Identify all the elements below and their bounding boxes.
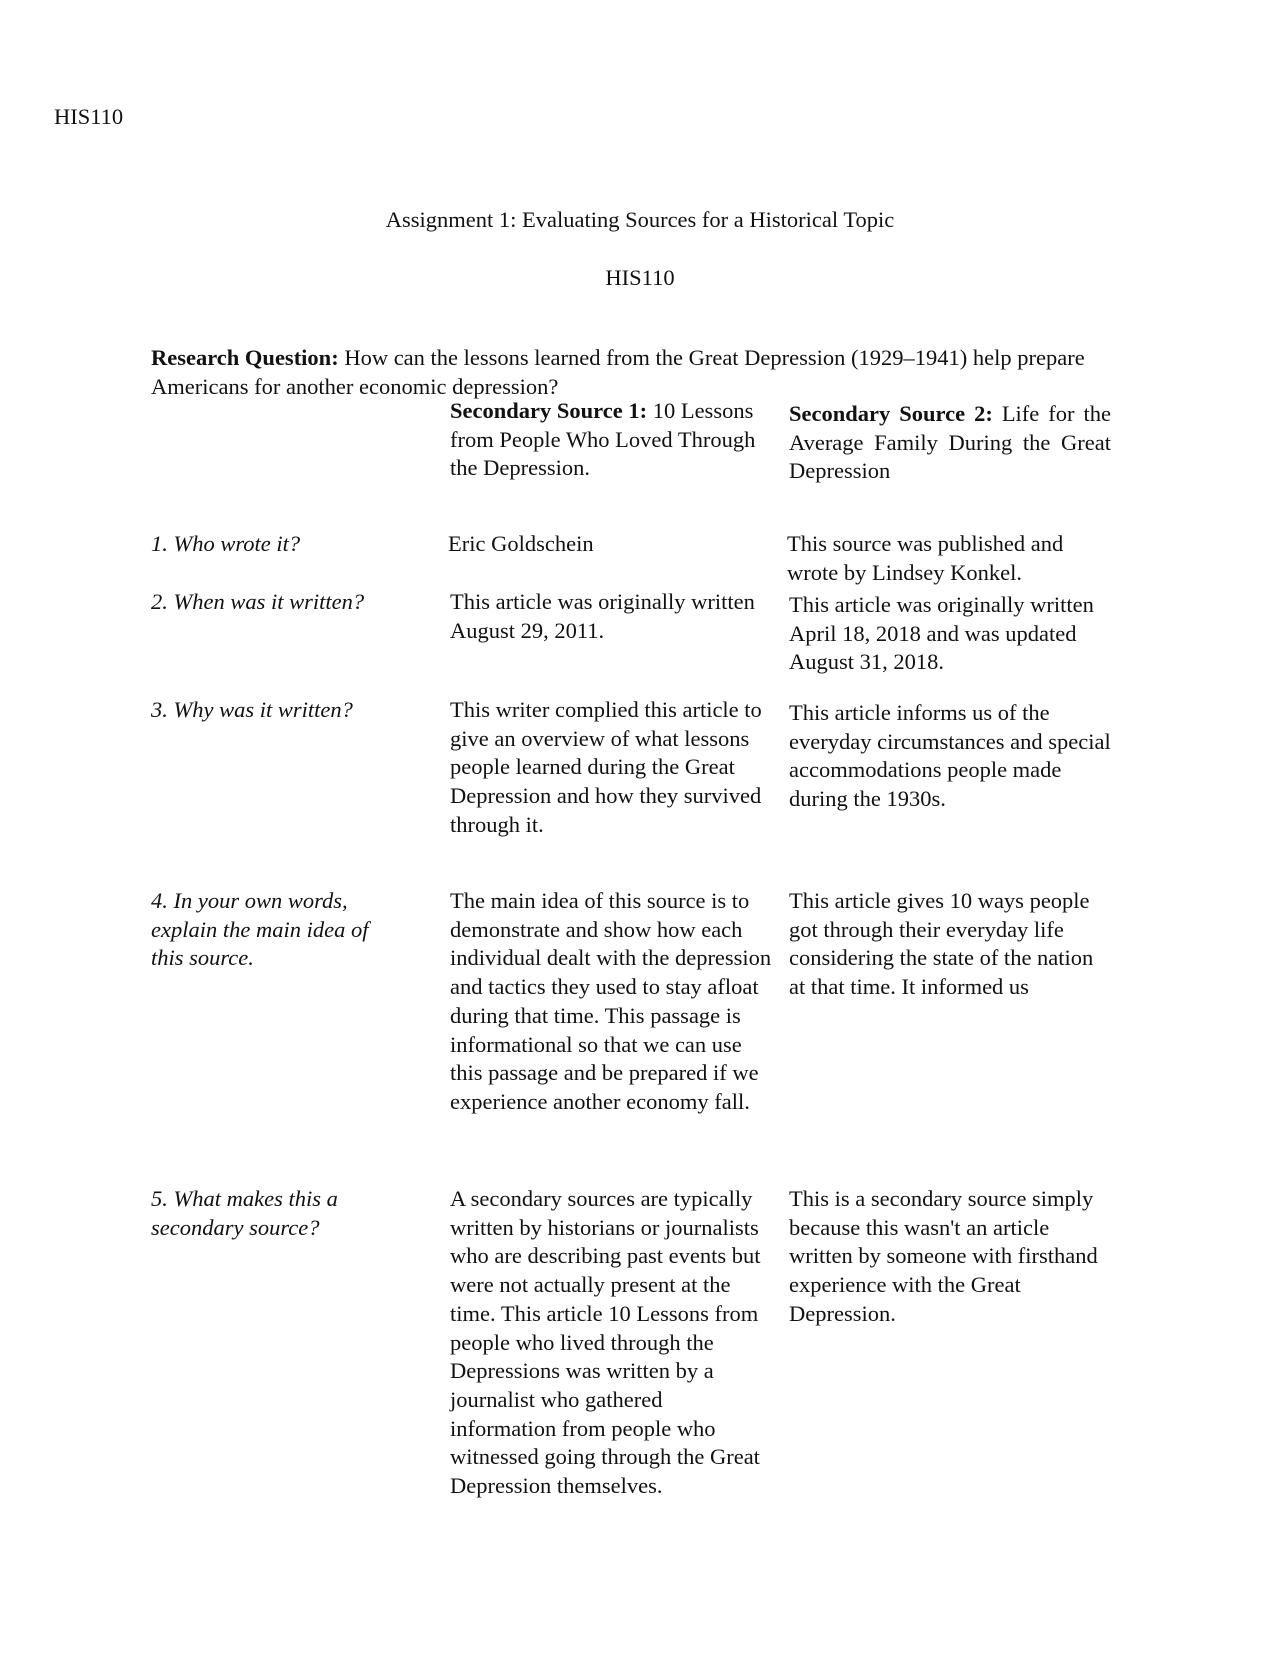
source1-label: Secondary Source 1: <box>450 398 648 423</box>
question-why-written: 3. Why was it written? <box>151 697 353 722</box>
source1-title: 10 Lessons from People Who Loved Through the Depression. <box>450 398 756 481</box>
document-title: Assignment 1: Evaluating Sources for a Historical Topic <box>385 207 895 232</box>
research-question-text: How can the lessons learned from the Great Depression (1929–1941) help prepare Americans for another economic depression? <box>151 345 1085 399</box>
source1-main-idea: The main idea of this source is to demonstrate and show how each individual dealt with the depression and tactics they used to stay afloat during that time. This passage is informational so that we can use this passage and be prepared if we experience another economy fall. <box>450 888 772 1114</box>
source2-author: This source was published and wrote by Lindsey Konkel. <box>787 531 1064 585</box>
question-main-idea: 4. In your own words, explain the main idea of this source. <box>151 888 369 971</box>
source1-author: Eric Goldschein <box>448 531 594 556</box>
source2-secondary-reason: This is a secondary source simply because this wasn't an article written by someone with firsthand experience with the Great Depression. <box>789 1186 1098 1326</box>
question-secondary-source: 5. What makes this a secondary source? <box>151 1186 338 1240</box>
source2-title: Life for the Average Family During the Great Depression <box>789 401 1111 484</box>
research-question <box>151 344 1131 401</box>
source2-date: This article was originally written April 18, 2018 and was updated August 31, 2018. <box>789 592 1094 675</box>
source2-purpose: This article informs us of the everyday circumstances and special accommodations people made during the 1930s. <box>789 700 1111 812</box>
source2-label: Secondary Source 2: <box>789 401 993 426</box>
source1-secondary-reason: A secondary sources are typically written by historians or journalists who are describing past events but were not actually present at the time. This article 10 Lessons from people who lived through the Depressions was written by a journalist who gathered information from people who witnessed going through the Great Depression themselves. <box>450 1186 761 1499</box>
source2-main-idea: This article gives 10 ways people got through their everyday life considering the state of the nation at that time. It informed us <box>789 888 1094 1000</box>
header-course-code: HIS110 <box>54 104 124 129</box>
question-when-written: 2. When was it written? <box>151 589 365 614</box>
question-who-wrote: 1. Who wrote it? <box>151 531 301 556</box>
source2-header <box>789 400 1111 486</box>
source1-header <box>450 397 772 483</box>
research-question-label: Research Question: <box>151 345 339 370</box>
document-course: HIS110 <box>605 265 675 290</box>
source1-date: This article was originally written August 29, 2011. <box>450 589 755 643</box>
source1-purpose: This writer complied this article to give an overview of what lessons people learned during the Great Depression and how they survived through it. <box>450 697 762 837</box>
